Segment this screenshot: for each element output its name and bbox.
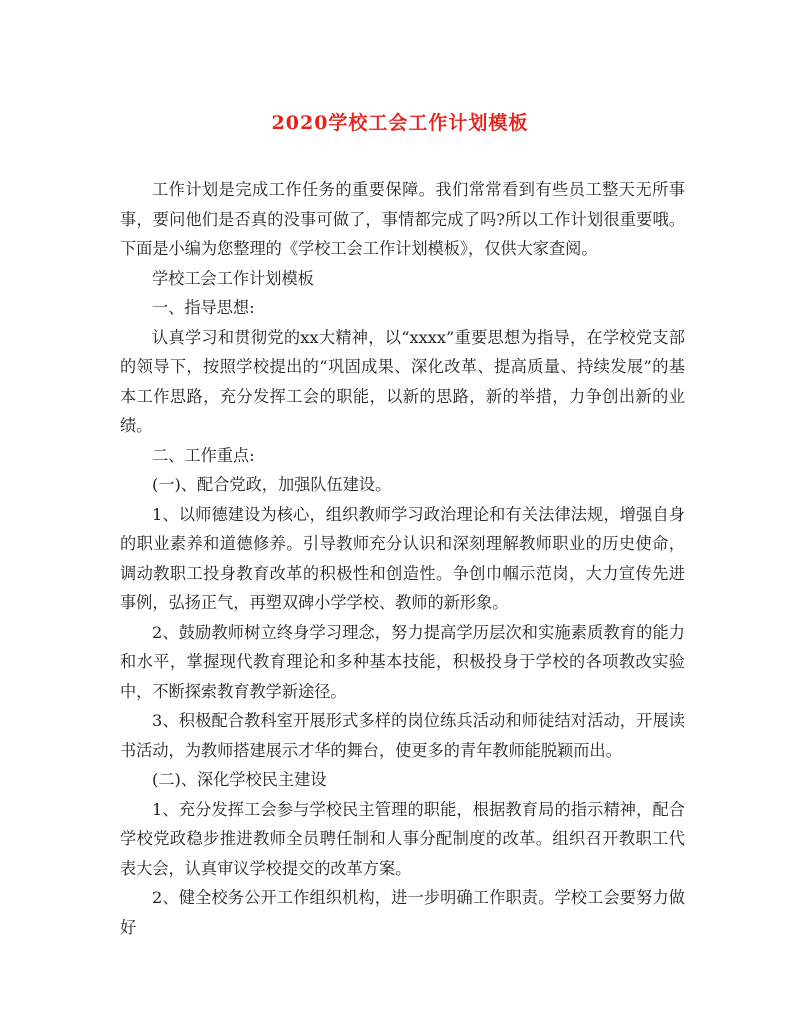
subsection-heading-1: (一)、配合党政，加强队伍建设。 <box>152 475 392 494</box>
paragraph-item-3: 3、积极配合教科室开展形式多样的岗位练兵活动和师徒结对活动，开展读书活动，为教师搭建展示才华的舞台，使更多的青年教师能脱颖而出。 <box>120 711 685 760</box>
section-heading-focus: 二、工作重点: <box>152 445 255 465</box>
paragraph-item-4: 1、充分发挥工会参与学校民主管理的职能，根据教育局的指示精神，配合学校党政稳步推进教师全员聘任制和人事分配制度的改革。组织召开教职工代表大会，认真审议学校提交的改革方案。 <box>120 799 685 878</box>
paragraph-item-1: 1、以师德建设为核心，组织教师学习政治理论和有关法律法规，增强自身的职业素养和道德修养。引导教师充分认识和深刻理解教师职业的历史使命，调动教职工投身教育改革的积极性和创造性。争创巾帼示范岗，大力宣传先进事例，弘扬正气，再塑双碑小学学校、教师的新形象。 <box>120 504 685 612</box>
section-heading-guiding: 一、指导思想: <box>152 298 255 317</box>
paragraph-heading: 学校工会工作计划模板 <box>152 268 314 288</box>
document-body <box>120 175 685 942</box>
paragraph-intro: 工作计划是完成工作任务的重要保障。我们常常看到有些员工整天无所事事，要问他们是否真的没事可做了，事情都完成了吗?所以工作计划很重要哦。下面是小编为您整理的《学校工会工作计划模板》，仅供大家查阅。 <box>120 180 685 258</box>
paragraph-item-5: 2、健全校务公开工作组织机构，进一步明确工作职责。学校工会要努力做好 <box>120 888 685 937</box>
paragraph-guiding: 认真学习和贯彻党的xx大精神，以“xxxx”重要思想为指导，在学校党支部的领导下，按照学校提出的“巩固成果、深化改革、提高质量、持续发展”的基本工作思路，充分发挥工会的职能，以新的思路，新的举措，力争创出新的业绩。 <box>120 327 685 435</box>
document-title: 2020学校工会工作计划模板 <box>271 112 529 134</box>
paragraph-item-2: 2、鼓励教师树立终身学习理念，努力提高学历层次和实施素质教育的能力和水平，掌握现代教育理论和多种基本技能，积极投身于学校的各项教改实验中，不断探索教育教学新途径。 <box>120 622 685 701</box>
subsection-heading-2: (二)、深化学校民主建设 <box>152 770 327 789</box>
